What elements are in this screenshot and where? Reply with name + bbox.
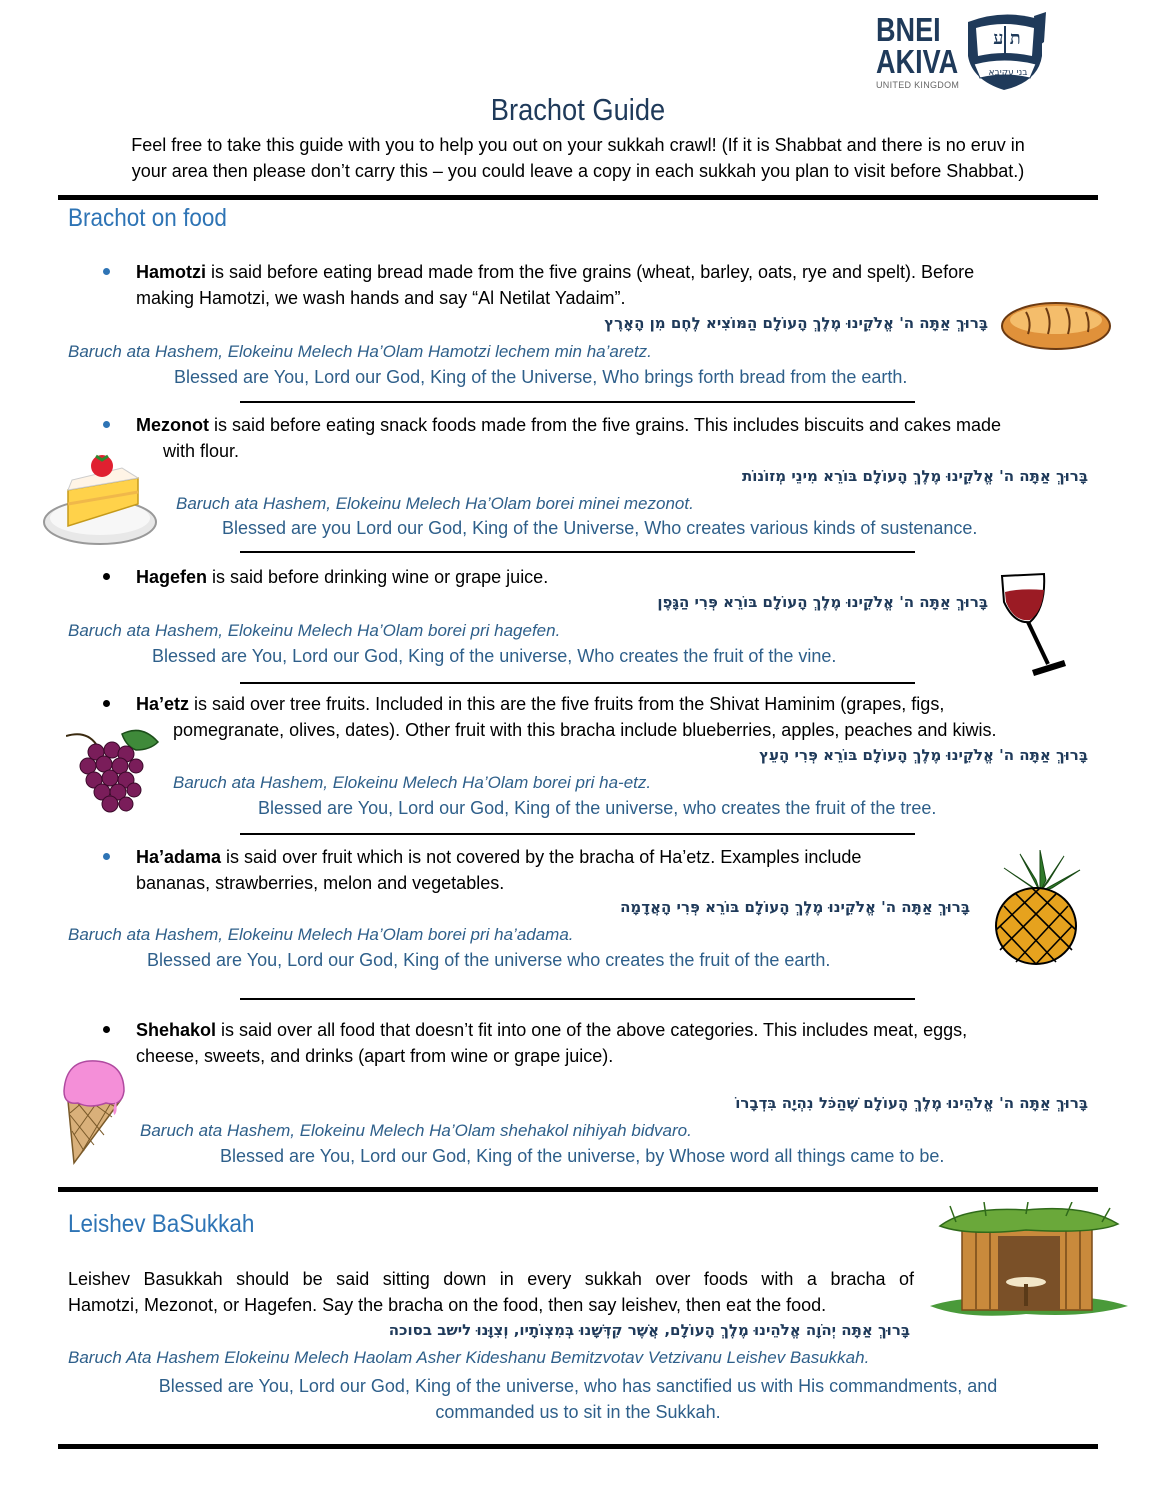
hamotzi-term: Hamotzi: [136, 262, 207, 282]
mezonot-translation: Blessed are you Lord our God, King of the Universe, Who creates various kinds of sustenance.: [222, 518, 978, 538]
hagefen-translation: Blessed are You, Lord our God, King of the universe, Who creates the fruit of the vine.: [152, 646, 837, 666]
haetz-translation: Blessed are You, Lord our God, King of the universe, who creates the fruit of the tree.: [258, 798, 937, 818]
bullet: [103, 1026, 110, 1033]
shehakol-description: Shehakol is said over all food that doesn’t fit into one of the above categories. This includes meat, eggs, cheese, sweets, and drinks (apart from wine or grape juice).: [136, 1020, 968, 1066]
haadama-term: Ha’adama: [136, 847, 222, 867]
section-heading-food: Brachot on food: [68, 204, 227, 232]
divider-thin: [240, 682, 915, 684]
wine-glass-icon: [998, 572, 1070, 682]
bullet: [103, 700, 110, 707]
bullet: [103, 573, 110, 580]
hamotzi-transliteration: Baruch ata Hashem, Elokeinu Melech Ha’Olam Hamotzi lechem min ha’aretz.: [68, 342, 652, 361]
bullet: [103, 853, 110, 860]
section-heading-sukkah: Leishev BaSukkah: [68, 1210, 255, 1238]
hagefen-transliteration: Baruch ata Hashem, Elokeinu Melech Ha’Olam borei pri hagefen.: [68, 621, 561, 640]
haetz-description: Ha’etz is said over tree fruits. Included in this are the five fruits from the Shivat Haminim (grapes, figs, pomegranate, olives, dates). Other fruit with this bracha include blueberries, apples, peaches and kiwis.: [136, 694, 997, 740]
bullet: [103, 421, 110, 428]
intro-line1: Feel free to take this guide with you to help you out on your sukkah crawl! (If it is Shabbat and there is no eruv in: [131, 135, 1025, 155]
bullet: [103, 268, 110, 275]
pineapple-icon: [990, 850, 1090, 966]
haadama-translation: Blessed are You, Lord our God, King of the universe who creates the fruit of the earth.: [147, 950, 831, 970]
shehakol-hebrew: בָּרוּךְ אַתָּה ה' אֱלֹהֵינוּ מֶלֶךְ הָעוֹלָם שֶׁהַכֹּל נִהְיָה בִּדְבָרוֹ: [735, 1094, 1088, 1112]
divider-thick: [58, 1187, 1098, 1192]
logo-line1: BNEI: [876, 11, 941, 48]
intro-text: [0, 132, 1156, 184]
sukkah-icon: [926, 1202, 1130, 1320]
hagefen-description: Hagefen is said before drinking wine or grape juice.: [136, 567, 549, 587]
divider-thin: [240, 833, 915, 835]
divider-thick: [58, 1444, 1098, 1449]
divider-thin: [240, 401, 915, 403]
ice-cream-icon: [60, 1055, 130, 1167]
intro-line2: your area then please don’t carry this – you could leave a copy in each sukkah you plan to visit before Shabbat.): [131, 161, 1025, 181]
haetz-hebrew: בָּרוּךְ אַתָּה ה' אֱלֹקֵינוּ מֶלֶךְ הָעוֹלָם בּוֹרֵא פְּרִי הָעֵץ: [759, 746, 1088, 764]
haadama-hebrew: בָּרוּךְ אַתָּה ה' אֱלֹקֵינוּ מֶלֶךְ הָעוֹלָם בּוֹרֵא פְּרִי הָאֲדָמָה: [620, 898, 970, 916]
divider-thick: [58, 195, 1098, 200]
sukkah-translation: Blessed are You, Lord our God, King of the universe, who has sanctified us with His commandments, and commanded us to sit in the Sukkah.: [158, 1376, 998, 1422]
logo-subtitle: UNITED KINGDOM: [876, 80, 960, 90]
mezonot-term: Mezonot: [136, 415, 209, 435]
mezonot-transliteration: Baruch ata Hashem, Elokeinu Melech Ha’Olam borei minei mezonot.: [176, 494, 694, 513]
shehakol-transliteration: Baruch ata Hashem, Elokeinu Melech Ha’Olam shehakol nihiyah bidvaro.: [140, 1121, 692, 1140]
hamotzi-translation: Blessed are You, Lord our God, King of the Universe, Who brings forth bread from the earth.: [174, 367, 908, 387]
hamotzi-description: Hamotzi is said before eating bread made from the five grains (wheat, barley, oats, rye and spelt). Before making Hamotzi, we wash hands and say “Al Netilat Yadaim”.: [136, 262, 975, 308]
haetz-transliteration: Baruch ata Hashem, Elokeinu Melech Ha’Olam borei pri ha-etz.: [173, 773, 652, 792]
divider-thin: [240, 998, 915, 1000]
hamotzi-hebrew: בָּרוּךְ אַתָּה ה' אֱלֹקֵינוּ מֶלֶךְ הָעוֹלָם הַמּוֹצִיא לֶחֶם מִן הָאָרֶץ: [604, 314, 988, 332]
grapes-icon: [66, 724, 162, 816]
mezonot-hebrew: בָּרוּךְ אַתָּה ה' אֱלֹקֵינוּ מֶלֶךְ הָעוֹלָם בּוֹרֵא מִינֵי מְזוֹנוֹת: [741, 467, 1088, 485]
sukkah-hebrew: בָּרוּךְ אַתָּה יְהֹוָה אֱלֹהֵינוּ מֶלֶךְ הָעוֹלָם, אֲשֶׁר קִדְּשָׁנוּ בְּמִצְוֹתָיו, וְצִוָּנוּ לישב בסוכה: [388, 1321, 910, 1339]
bread-icon: [1000, 300, 1112, 352]
shehakol-translation: Blessed are You, Lord our God, King of the universe, by Whose word all things came to be.: [220, 1146, 945, 1166]
hagefen-hebrew: בָּרוּךְ אַתָּה ה' אֱלֹקֵינוּ מֶלֶךְ הָעוֹלָם בּוֹרֵא פְּרִי הַגָּפֶן: [657, 593, 988, 611]
sukkah-description: [68, 1266, 914, 1318]
haetz-term: Ha’etz: [136, 694, 190, 714]
logo-line2: AKIVA: [876, 43, 959, 80]
haadama-description: Ha’adama is said over fruit which is not covered by the bracha of Ha’etz. Examples include bananas, strawberries, melon and vegetables.: [136, 847, 862, 893]
sukkah-line1: Leishev Basukkah should be said sitting down in every sukkah over foods with a bracha of: [68, 1269, 914, 1289]
sukkah-transliteration: Baruch Ata Hashem Elokeinu Melech Haolam Asher Kideshanu Bemitzvotav Vetzivanu Leishev Basukkah.: [68, 1348, 870, 1367]
page-title: Brachot Guide: [490, 92, 666, 127]
bnei-akiva-logo: [872, 12, 1048, 92]
logo-emblem-letters: ת ע: [993, 28, 1021, 49]
logo-emblem-caption: בני עקיבא: [988, 68, 1028, 78]
logo-emblem-icon: [964, 12, 1048, 92]
hagefen-term: Hagefen: [136, 567, 208, 587]
cake-icon: [42, 452, 162, 548]
haadama-transliteration: Baruch ata Hashem, Elokeinu Melech Ha’Olam borei pri ha’adama.: [68, 925, 574, 944]
sukkah-line2: Hamotzi, Mezonot, or Hagefen. Say the bracha on the food, then say leishev, then eat the food.: [68, 1295, 827, 1315]
shehakol-term: Shehakol: [136, 1020, 217, 1040]
divider-thin: [240, 551, 915, 553]
mezonot-description: Mezonot is said before eating snack foods made from the five grains. This includes biscuits and cakes made with flour.: [136, 415, 1002, 461]
